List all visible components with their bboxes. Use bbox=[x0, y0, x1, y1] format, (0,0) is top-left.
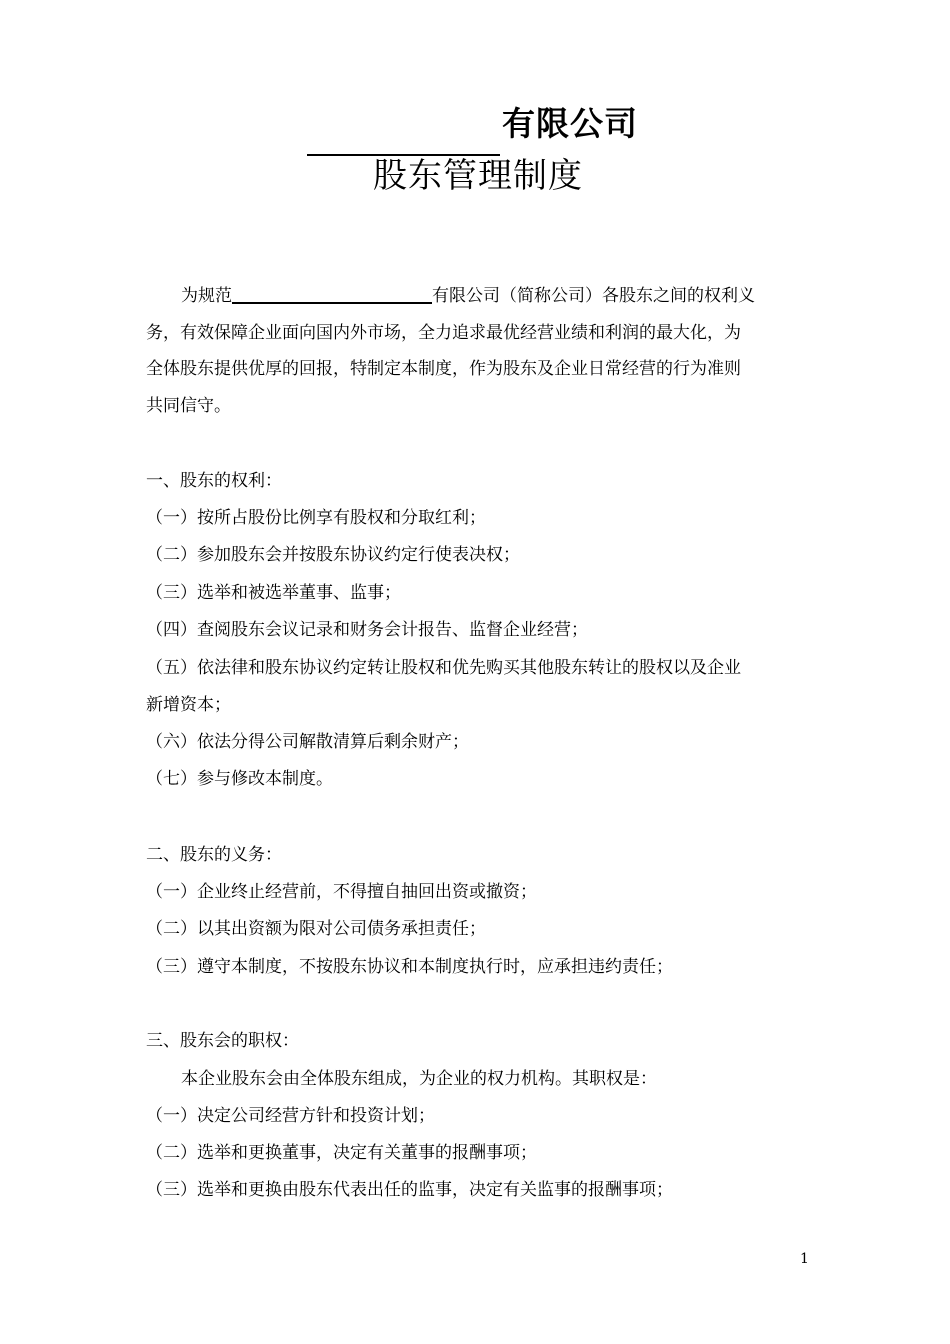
rights-item: （七）参与修改本制度。 bbox=[146, 769, 333, 789]
intro-line-1 bbox=[181, 283, 755, 309]
section-heading-meeting-powers: 三、股东会的职权： bbox=[146, 1031, 299, 1051]
rights-item: （三）选举和被选举董事、监事； bbox=[146, 583, 401, 603]
rights-item: （四）查阅股东会议记录和财务会计报告、监督企业经营； bbox=[146, 620, 588, 640]
page-number: 1 bbox=[800, 1251, 809, 1267]
meeting-powers-intro: 本企业股东会由全体股东组成，为企业的权力机构。其职权是： bbox=[181, 1069, 657, 1089]
powers-item: （一）决定公司经营方针和投资计划； bbox=[146, 1106, 435, 1126]
rights-item: （二）参加股东会并按股东协议约定行使表决权； bbox=[146, 545, 520, 565]
intro-company-blank bbox=[232, 284, 432, 304]
duties-item: （三）遵守本制度，不按股东协议和本制度执行时，应承担违约责任； bbox=[146, 957, 673, 977]
title-company-suffix: 有限公司 bbox=[502, 104, 638, 143]
rights-item: （六）依法分得公司解散清算后剩余财产； bbox=[146, 732, 469, 752]
document-title: 股东管理制度 bbox=[373, 156, 583, 196]
intro-line-2: 务，有效保障企业面向国内外市场，全力追求最优经营业绩和利润的最大化，为 bbox=[146, 323, 741, 343]
intro-prefix: 为规范 bbox=[181, 286, 232, 306]
intro-suffix: 有限公司（简称公司）各股东之间的权利义 bbox=[432, 286, 755, 306]
duties-item: （一）企业终止经营前，不得擅自抽回出资或撤资； bbox=[146, 882, 537, 902]
section-heading-shareholder-rights: 一、股东的权利： bbox=[146, 471, 282, 491]
section-heading-shareholder-duties: 二、股东的义务： bbox=[146, 845, 282, 865]
powers-item: （三）选举和更换由股东代表出任的监事，决定有关监事的报酬事项； bbox=[146, 1180, 673, 1200]
powers-item: （二）选举和更换董事，决定有关董事的报酬事项； bbox=[146, 1143, 537, 1163]
intro-line-4: 共同信守。 bbox=[146, 396, 231, 416]
rights-item: （五）依法律和股东协议约定转让股权和优先购买其他股东转让的股权以及企业 bbox=[146, 658, 741, 678]
intro-line-3: 全体股东提供优厚的回报，特制定本制度，作为股东及企业日常经营的行为准则 bbox=[146, 359, 741, 379]
rights-item: （一）按所占股份比例享有股权和分取红利； bbox=[146, 508, 486, 528]
rights-item-continuation: 新增资本； bbox=[146, 695, 231, 715]
duties-item: （二）以其出资额为限对公司债务承担责任； bbox=[146, 919, 486, 939]
